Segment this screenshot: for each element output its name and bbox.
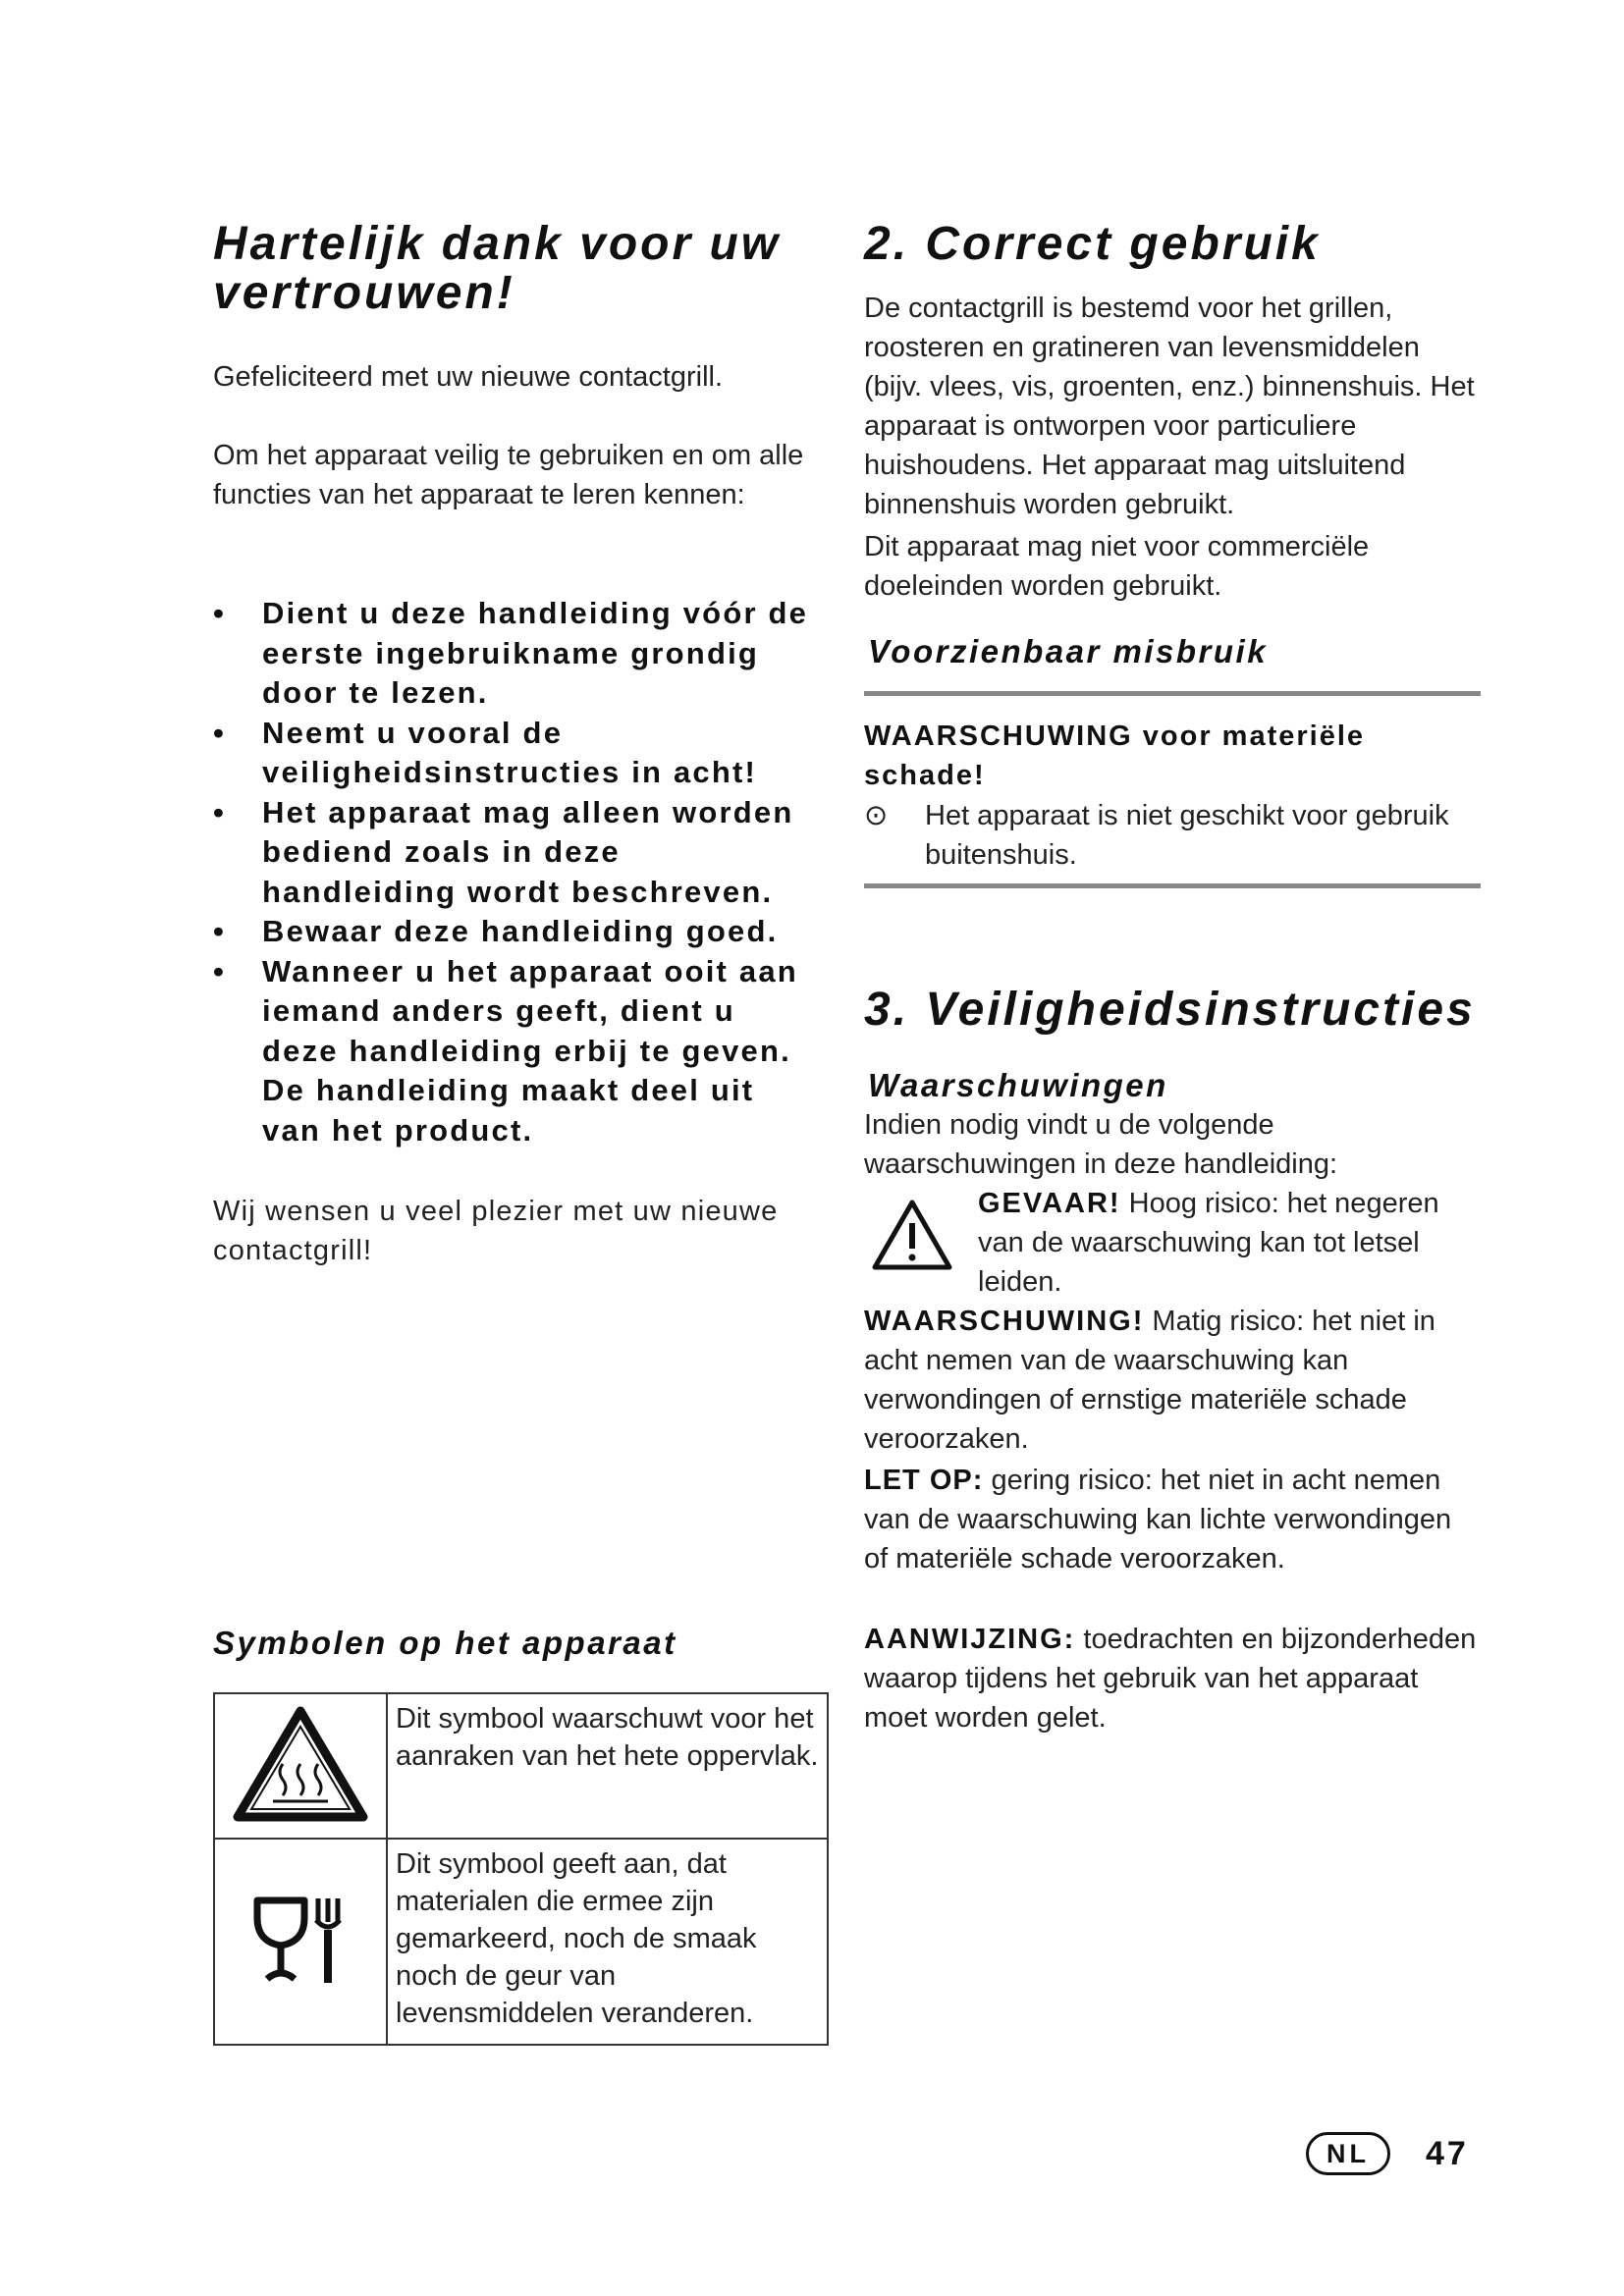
symbols-heading: Symbolen op het apparaat	[213, 1625, 677, 1661]
intro-text: Gefeliciteerd met uw nieuwe contactgrill.	[213, 361, 724, 393]
hot-surface-warning-icon	[232, 1703, 369, 1825]
page-title-line2: vertrouwen!	[213, 267, 515, 319]
bullet-icon: •	[213, 914, 227, 948]
page-title	[213, 220, 781, 318]
note-text: AANWIJZING: toedrachten en bijzonderheden waarop tijdens het gebruik van het apparaat moet worden gelet.	[864, 1624, 1477, 1734]
section-2-text-2: Dit apparaat mag niet voor commerciële doeleinden worden gebruikt.	[864, 531, 1370, 602]
symbol-description: Dit symbool waarschuwt voor het aanraken van het hete oppervlak.	[387, 1693, 828, 1839]
section-2-title: 2. Correct gebruik	[864, 218, 1321, 270]
list-item: • Het apparaat mag alleen worden bediend zoals in deze handleiding wordt beschreven.	[213, 794, 794, 909]
divider	[864, 883, 1481, 888]
divider	[864, 691, 1481, 696]
list-item: • Bewaar deze handleiding goed.	[213, 912, 822, 952]
danger-block	[864, 1184, 1481, 1302]
danger-label: GEVAAR!	[978, 1188, 1121, 1219]
page-number: 47	[1426, 2135, 1469, 2172]
misuse-item-text: Het apparaat is niet geschikt voor gebruik buitenshuis.	[925, 800, 1449, 871]
circle-dot-icon: ⊙	[864, 800, 889, 831]
caution-text: LET OP: gering risico: het niet in acht nemen van de waarschuwing kan lichte verwondingen of materiële schade veroorzaken.	[864, 1465, 1452, 1575]
symbol-cell	[214, 1693, 387, 1839]
misuse-warning-title: WAARSCHUWING voor materiële schade!	[864, 721, 1366, 791]
note-label: AANWIJZING:	[864, 1624, 1076, 1655]
symbol-description: Dit symbool geeft aan, dat materialen die ermee zijn gemarkeerd, noch de smaak noch de geur van levensmiddelen veranderen.	[387, 1839, 828, 2045]
bullet-icon: •	[213, 794, 227, 829]
bullet-icon: •	[213, 953, 227, 988]
table-row	[214, 1839, 828, 2045]
list-item: • Wanneer u het apparaat ooit aan iemand anders geeft, dient u deze handleiding erbij te geven. De handleiding maakt deel uit van het product.	[213, 953, 798, 1148]
misuse-heading: Voorzienbaar misbruik	[868, 633, 1269, 669]
language-badge: NL	[1306, 2132, 1390, 2175]
list-item: • Neemt u vooral de veiligheidsinstructies in acht!	[213, 715, 758, 789]
warning-text: WAARSCHUWING! Matig risico: het niet in acht nemen van de waarschuwing kan verwondingen of ernstige materiële schade veroorzaken.	[864, 1306, 1435, 1455]
warnings-heading: Waarschuwingen	[868, 1067, 1168, 1103]
bullet-icon: •	[213, 596, 227, 630]
warning-triangle-icon	[870, 1198, 954, 1272]
caution-label: LET OP:	[864, 1465, 984, 1496]
danger-text: GEVAAR! Hoog risico: het negeren van de waarschuwing kan tot letsel leiden.	[978, 1188, 1439, 1298]
symbol-cell	[214, 1839, 387, 2045]
intro-paragraph: Om het apparaat veilig te gebruiken en om alle functies van het apparaat te leren kennen:	[213, 440, 804, 510]
section-3-title: 3. Veiligheidsinstructies	[864, 984, 1476, 1036]
instruction-list	[213, 594, 822, 1150]
bullet-icon: •	[213, 715, 227, 750]
warning-label: WAARSCHUWING!	[864, 1306, 1145, 1337]
list-item: • Dient u deze handleiding vóór de eerste ingebruikname grondig door te lezen.	[213, 596, 809, 710]
section-2-text: De contactgrill is bestemd voor het grillen, roosteren en gratineren van levensmiddelen (bijv. vlees, vis, groenten, enz.) binnenshuis. Het apparaat is ontworpen voor particuliere huishoudens. Het apparaat mag uitsluitend binnenshuis worden gebruikt.	[864, 293, 1475, 520]
food-safe-icon	[251, 1891, 350, 1989]
closing-text: Wij wensen u veel plezier met uw nieuwe contactgrill!	[213, 1196, 779, 1266]
page-title-line1: Hartelijk dank voor uw	[213, 218, 782, 270]
warnings-intro: Indien nodig vindt u de volgende waarschuwingen in deze handleiding:	[864, 1109, 1338, 1180]
table-row	[214, 1693, 828, 1839]
symbols-table	[213, 1692, 829, 2046]
